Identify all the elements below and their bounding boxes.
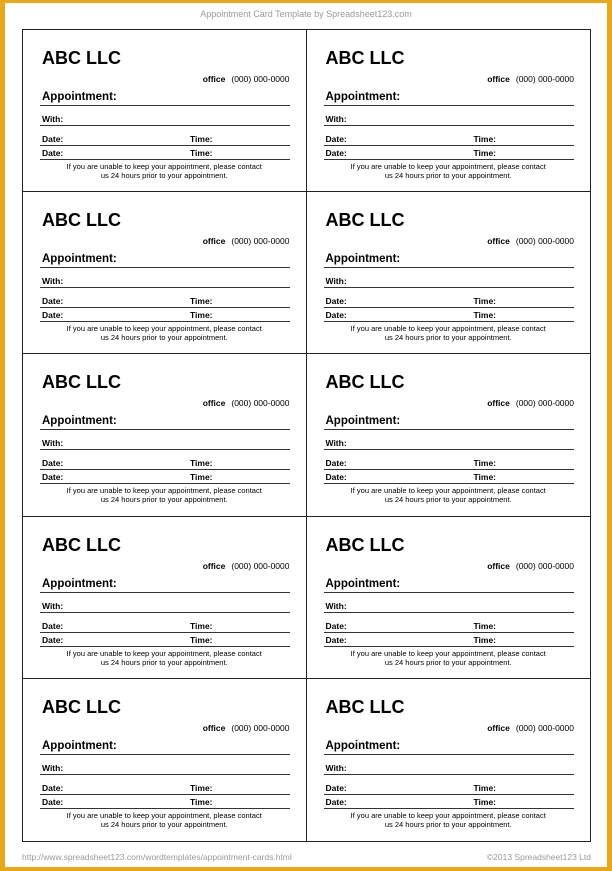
with-line: With: (40, 601, 290, 613)
date-label: Date: (42, 296, 64, 307)
with-line: With: (324, 438, 575, 450)
phone-number: (000) 000-0000 (515, 722, 574, 733)
date-time-line (324, 635, 575, 647)
time-label: Time: (473, 296, 497, 307)
appointment-card (307, 192, 591, 354)
time-label: Time: (190, 796, 213, 807)
appointment-line: Appointment: (324, 740, 575, 755)
appointment-line: Appointment: (40, 91, 290, 106)
office-phone (203, 561, 290, 571)
time-label: Time: (190, 472, 213, 483)
phone-number: (000) 000-0000 (231, 74, 290, 84)
date-time-line (40, 783, 290, 795)
with-line: With: (324, 114, 575, 126)
date-label: Date: (42, 634, 64, 645)
date-time-line (40, 310, 290, 322)
date-time-line (324, 296, 575, 308)
with-line: With: (324, 276, 575, 288)
office-phone (203, 398, 290, 408)
office-phone (487, 561, 574, 571)
with-line: With: (324, 763, 575, 775)
date-label: Date: (325, 782, 347, 793)
office-label: office (487, 560, 510, 571)
cancellation-notice (43, 649, 286, 667)
notice-line: If you are unable to keep your appointment, please contact (350, 486, 546, 496)
date-time-line (40, 148, 290, 160)
date-label: Date: (325, 148, 347, 158)
date-label: Date: (325, 134, 347, 144)
appointment-line: Appointment: (40, 740, 290, 755)
with-line: With: (40, 114, 290, 126)
office-label: office (487, 236, 510, 247)
with-line: With: (40, 763, 290, 775)
date-time-line (324, 797, 575, 809)
time-label: Time: (473, 782, 497, 793)
phone-number: (000) 000-0000 (515, 74, 574, 84)
notice-line: If you are unable to keep your appointment, please contact (350, 810, 546, 820)
date-time-line (324, 310, 575, 322)
company-name: ABC LLC (42, 534, 121, 555)
notice-line: If you are unable to keep your appointment, please contact (350, 648, 546, 658)
time-label: Time: (190, 782, 213, 793)
time-label: Time: (473, 472, 497, 483)
date-label: Date: (325, 634, 347, 645)
office-label: office (202, 74, 226, 84)
appointment-line: Appointment: (40, 578, 290, 593)
cancellation-notice (43, 162, 286, 180)
company-name: ABC LLC (42, 696, 121, 717)
office-label: office (487, 722, 510, 733)
date-label: Date: (42, 310, 64, 321)
time-label: Time: (190, 310, 213, 321)
office-label: office (202, 236, 226, 247)
appointment-line: Appointment: (324, 578, 575, 593)
company-name: ABC LLC (42, 210, 121, 231)
notice-line: us 24 hours prior to your appointment. (384, 819, 512, 829)
company-name: ABC LLC (42, 48, 121, 68)
time-label: Time: (190, 634, 213, 645)
appointment-line: Appointment: (324, 415, 575, 430)
date-time-line (324, 458, 575, 470)
date-label: Date: (325, 796, 347, 807)
phone-number: (000) 000-0000 (231, 398, 290, 409)
cancellation-notice (327, 486, 571, 504)
appointment-line: Appointment: (324, 253, 575, 268)
date-time-line (40, 635, 290, 647)
notice-line: us 24 hours prior to your appointment. (100, 495, 228, 505)
phone-number: (000) 000-0000 (231, 236, 290, 247)
time-label: Time: (190, 134, 213, 144)
time-label: Time: (473, 620, 497, 631)
date-label: Date: (42, 796, 64, 807)
notice-line: us 24 hours prior to your appointment. (100, 819, 228, 829)
date-label: Date: (325, 310, 347, 321)
notice-line: us 24 hours prior to your appointment. (100, 657, 228, 667)
company-name: ABC LLC (325, 210, 405, 231)
phone-number: (000) 000-0000 (515, 560, 574, 571)
notice-line: If you are unable to keep your appointment, please contact (66, 648, 262, 658)
cancellation-notice (43, 486, 286, 504)
date-label: Date: (325, 620, 347, 631)
time-label: Time: (473, 310, 497, 321)
date-time-line (324, 148, 575, 160)
office-label: office (202, 722, 226, 733)
office-label: office (202, 398, 226, 409)
notice-line: us 24 hours prior to your appointment. (384, 657, 512, 667)
with-line: With: (40, 276, 290, 288)
notice-line: If you are unable to keep your appointment, please contact (66, 486, 262, 496)
appointment-card (23, 679, 307, 841)
phone-number: (000) 000-0000 (515, 398, 574, 409)
company-name: ABC LLC (325, 534, 405, 555)
appointment-card (23, 517, 307, 679)
appointment-card (307, 354, 591, 516)
cancellation-notice (43, 324, 286, 342)
date-time-line (324, 621, 575, 633)
appointment-card (23, 354, 307, 516)
cancellation-notice (43, 811, 286, 829)
page (5, 3, 607, 867)
notice-line: If you are unable to keep your appointment, please contact (66, 810, 262, 820)
phone-number: (000) 000-0000 (231, 722, 290, 733)
office-phone (487, 723, 574, 733)
appointment-card (23, 192, 307, 354)
notice-line: If you are unable to keep your appointment, please contact (66, 324, 262, 334)
cancellation-notice (327, 649, 571, 667)
office-phone (487, 74, 574, 84)
source-url-link[interactable]: http://www.spreadsheet123.com/wordtemplates/appointment-cards.html (22, 852, 292, 862)
date-label: Date: (42, 620, 64, 631)
phone-number: (000) 000-0000 (515, 236, 574, 247)
cancellation-notice (327, 162, 571, 180)
time-label: Time: (473, 634, 497, 645)
office-phone (203, 74, 290, 84)
date-label: Date: (42, 458, 64, 469)
cancellation-notice (327, 324, 571, 342)
appointment-card (307, 30, 591, 192)
time-label: Time: (473, 796, 497, 807)
date-label: Date: (325, 458, 347, 469)
office-phone (487, 398, 574, 408)
date-time-line (40, 296, 290, 308)
date-time-line (324, 134, 575, 146)
office-label: office (487, 74, 510, 84)
copyright-text: ©2013 Spreadsheet123 Ltd (486, 852, 591, 862)
appointment-line: Appointment: (40, 253, 290, 268)
company-name: ABC LLC (325, 696, 405, 717)
notice-line: us 24 hours prior to your appointment. (384, 495, 512, 505)
cancellation-notice (327, 811, 571, 829)
date-time-line (40, 134, 290, 146)
time-label: Time: (190, 148, 213, 158)
office-phone (203, 236, 290, 246)
notice-line: us 24 hours prior to your appointment. (100, 333, 228, 343)
time-label: Time: (473, 458, 497, 469)
with-line: With: (324, 601, 575, 613)
time-label: Time: (473, 134, 497, 144)
notice-line: us 24 hours prior to your appointment. (100, 171, 228, 180)
date-label: Date: (42, 148, 64, 158)
date-label: Date: (42, 472, 64, 483)
office-phone (487, 236, 574, 246)
notice-line: If you are unable to keep your appointment, please contact (350, 324, 546, 334)
phone-number: (000) 000-0000 (231, 560, 290, 571)
office-label: office (202, 560, 226, 571)
office-phone (203, 723, 290, 733)
appointment-card (307, 679, 591, 841)
notice-line: us 24 hours prior to your appointment. (384, 171, 512, 180)
date-label: Date: (42, 134, 64, 144)
with-line: With: (40, 438, 290, 450)
date-time-line (40, 621, 290, 633)
date-label: Date: (42, 782, 64, 793)
card-sheet (22, 29, 591, 842)
company-name: ABC LLC (325, 48, 405, 68)
appointment-card (307, 517, 591, 679)
date-time-line (40, 472, 290, 484)
appointment-line: Appointment: (40, 415, 290, 430)
date-time-line (40, 458, 290, 470)
notice-line: us 24 hours prior to your appointment. (384, 333, 512, 343)
time-label: Time: (190, 620, 213, 631)
date-time-line (40, 797, 290, 809)
appointment-line: Appointment: (324, 91, 575, 106)
time-label: Time: (473, 148, 497, 158)
notice-line: If you are unable to keep your appointment, please contact (350, 162, 546, 171)
appointment-card (23, 30, 307, 192)
company-name: ABC LLC (325, 372, 405, 393)
date-label: Date: (325, 472, 347, 483)
time-label: Time: (190, 296, 213, 307)
time-label: Time: (190, 458, 213, 469)
date-time-line (324, 783, 575, 795)
date-time-line (324, 472, 575, 484)
page-header: Appointment Card Template by Spreadsheet123.com (200, 9, 412, 19)
company-name: ABC LLC (42, 372, 121, 393)
date-label: Date: (325, 296, 347, 307)
notice-line: If you are unable to keep your appointment, please contact (66, 162, 262, 171)
office-label: office (487, 398, 510, 409)
